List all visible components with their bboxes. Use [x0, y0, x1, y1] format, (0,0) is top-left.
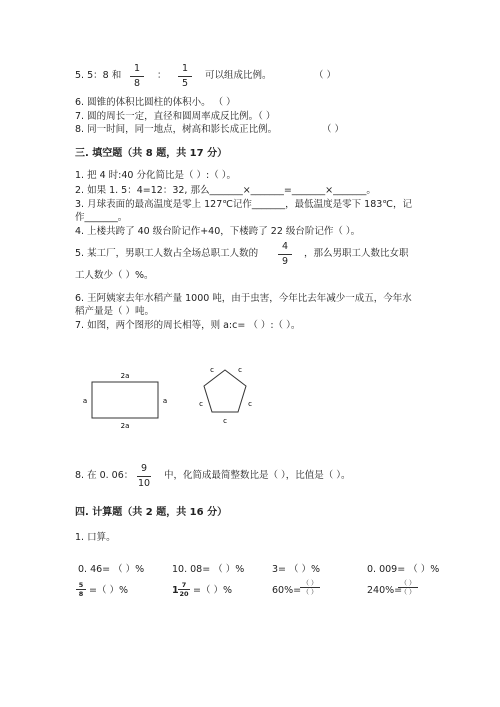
- judge-q5-label: 5. 5：8 和: [75, 70, 122, 81]
- judge-q8: 8. 同一时间，同一地点，树高和影长成正比例。: [75, 124, 278, 135]
- section-3-title: 三. 填空题（共 8 题，共 17 分）: [75, 148, 228, 159]
- rect-label-left: a: [82, 397, 88, 405]
- rect-label-right: a: [162, 397, 168, 405]
- calc-r2c3-head: 60%=: [272, 585, 302, 596]
- fill-q4: 4. 上楼共跨了 40 级台阶记作+40，下楼跨了 22 级台阶记作（ ）。: [75, 226, 361, 237]
- judge-q5-sep: ：: [157, 70, 167, 81]
- calc-r1c4: 0. 009= （ ）%: [367, 564, 440, 575]
- calc-r2c4-fraction: （ ） （ ）: [398, 580, 418, 595]
- perimeter-figure: [75, 360, 275, 440]
- pent-label-bottom: c: [223, 417, 227, 425]
- calc-r2c4-head: 240%=: [367, 585, 403, 596]
- calc-r2c2-tail: =（ ）%: [193, 585, 233, 596]
- fill-q8-head: 8. 在 0. 06：: [75, 470, 134, 481]
- fill-q8-tail: 中，化简成最简整数比是（ ），比值是（ ）。: [164, 470, 351, 481]
- judge-q5-fraction-1: 1 8: [130, 63, 144, 90]
- calc-r2c1-fraction: 5 8: [76, 582, 86, 597]
- rect-label-top: 2a: [120, 372, 130, 380]
- judge-q5-fraction-2: 1 5: [178, 63, 192, 90]
- calc-q1: 1. 口算。: [75, 532, 116, 543]
- pent-label-top-right: c: [238, 366, 242, 374]
- judge-q7: 7. 圆的周长一定，直径和圆周率成反比例。（ ）: [75, 111, 276, 122]
- pent-label-left: c: [199, 400, 203, 408]
- judge-q5-tail: 可以组成比例。: [205, 70, 272, 81]
- calc-r2c1-tail: =（ ）%: [89, 585, 129, 596]
- calc-r2c3-fraction: （ ） （ ）: [300, 580, 320, 595]
- judge-q5-answer-paren[interactable]: （ ）: [314, 70, 337, 81]
- fill-q5-line2: 工人数少（ ）%。: [75, 270, 154, 281]
- fill-q1: 1. 把 4 时:40 分化简比是（ ）:（ ）。: [75, 170, 236, 181]
- fill-q8-fraction: 9 10: [137, 463, 151, 489]
- judge-q6: 6. 圆锥的体积比圆柱的体积小。 （ ）: [75, 97, 236, 108]
- fill-q3-line2: 作_______。: [75, 212, 128, 223]
- calc-r1c1: 0. 46= （ ）%: [78, 564, 145, 575]
- pent-label-right: c: [248, 400, 252, 408]
- fill-q3-line1: 3. 月球表面的最高温度是零上 127℃记作_______，最低温度是零下 183℃，记: [75, 199, 412, 210]
- calc-r2c2-fraction: 7 20: [179, 581, 189, 598]
- pentagon-shape: [204, 370, 246, 412]
- rect-label-bottom: 2a: [120, 422, 130, 430]
- fill-q5-head: 5. 某工厂，男职工人数占全场总职工人数的: [75, 248, 259, 259]
- section-4-title: 四. 计算题（共 2 题，共 16 分）: [75, 507, 228, 518]
- fill-q5-tail: ，那么男职工人数比女职: [304, 248, 409, 259]
- rectangle-shape: [92, 382, 158, 418]
- judge-q8-answer-paren[interactable]: （ ）: [322, 124, 345, 135]
- fill-q6-line2: 稻产量是（ ）吨。: [75, 306, 155, 317]
- calc-r1c3: 3= （ ）%: [272, 564, 321, 575]
- fill-q5-fraction: 4 9: [278, 241, 292, 268]
- pent-label-top-left: c: [210, 366, 214, 374]
- calc-r2c2-whole: 1: [172, 585, 179, 596]
- fill-q7: 7. 如图，两个图形的周长相等，则 a:c= （ ）:（ ）。: [75, 320, 301, 331]
- fill-q2: 2. 如果 1. 5：4=12：32, 那么_______×_______=_______×_______。: [75, 185, 376, 196]
- calc-r1c2: 10. 08= （ ）%: [172, 564, 245, 575]
- fill-q6-line1: 6. 王阿姨家去年水稻产量 1000 吨，由于虫害，今年比去年减少一成五，今年水: [75, 293, 412, 304]
